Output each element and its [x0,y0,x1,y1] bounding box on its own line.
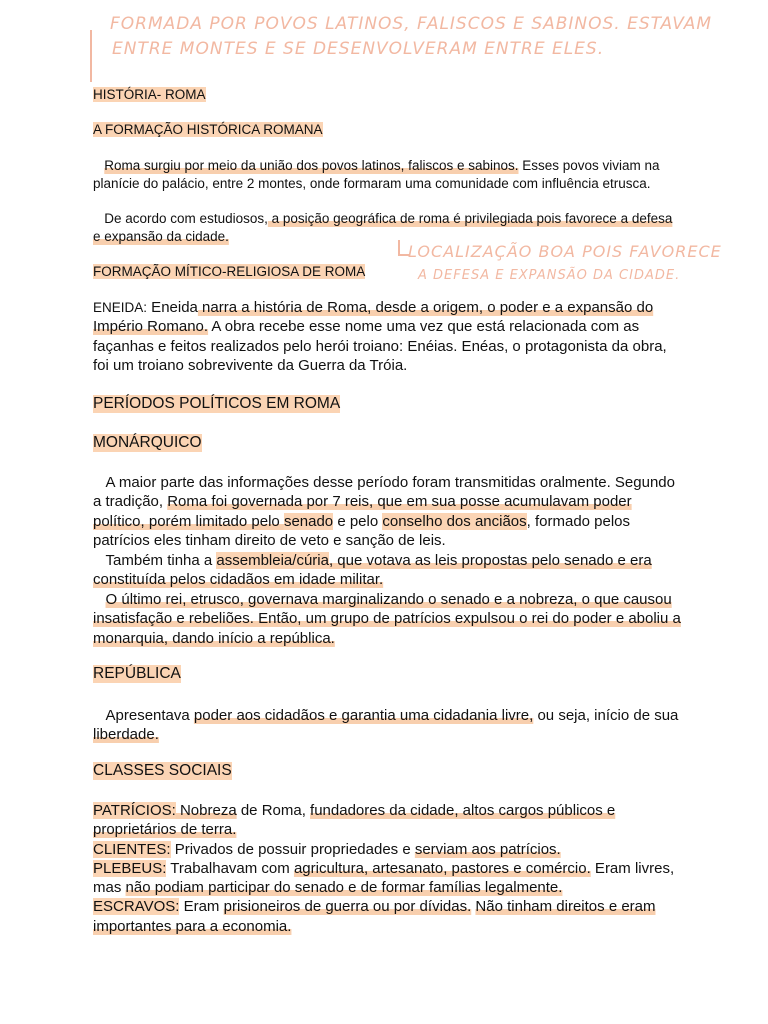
note-line: FORMADA POR POVOS LATINOS, FALISCOS E SABINOS. ESTAVAM [110,14,713,34]
document-title: HISTÓRIA- ROMA [93,87,206,102]
text: Trabalhavam com [166,859,294,877]
highlight-conselho: conselho dos anciãos [382,512,527,530]
class-escravos [93,897,683,936]
highlight: poder aos cidadãos e garantia uma cidadania livre, [193,707,534,724]
heading-republica: REPÚBLICA [93,665,181,682]
paragraph-monarquico-2 [93,551,683,590]
note-line: LOCALIZAÇÃO BOA POIS FAVORECE [408,242,722,261]
note-line: ENTRE MONTES E SE DESENVOLVERAM ENTRE ELES. [112,39,605,59]
text: Apresentava [105,707,194,724]
label-plebeus: PLEBEUS: [93,859,167,877]
class-patricios [93,801,683,840]
highlight: agricultura, artesanato, pastores e comércio. [293,859,591,877]
paragraph-eneida [93,298,683,375]
highlight-assembleia: assembleia/cúria [216,552,329,569]
highlight: , que votava as leis propostas pelo senado e era constituída pelos cidadãos em idade militar. [93,552,652,589]
text: Eneida [147,299,198,316]
heading-formacao-historica: A FORMAÇÃO HISTÓRICA ROMANA [93,122,323,137]
note-line: A DEFESA E EXPANSÃO DA CIDADE. [418,268,681,283]
class-plebeus [93,859,683,898]
classes-list [93,801,683,936]
highlight: liberdade. [93,726,159,744]
highlight: O último rei, etrusco, governava marginalizando o senado e a nobreza, o que causou insatisfação e rebeliões. Então, um grupo de patrícios expulsou o rei do poder e aboliu a monarquia, dando início a república. [93,591,681,647]
handwritten-note-top [92,12,732,62]
highlight: prisioneiros de guerra ou por dívidas. [223,898,472,916]
heading-formacao-mitico: FORMAÇÃO MÍTICO-RELIGIOSA DE ROMA [93,264,366,279]
highlight: fundadores da cidade, altos cargos públicos e proprietários de terra. [93,802,616,839]
label-escravos: ESCRAVOS: [93,898,180,916]
text: de Roma, [236,802,311,819]
highlight: não podiam participar do senado e de formar famílias legalmente. [125,879,563,897]
text: A maior parte das informações desse período foram transmitidas oralmente. Segundo a tradição, [93,474,675,511]
paragraph-formacao-2 [93,210,683,245]
highlight: serviam aos patrícios. [414,840,561,858]
highlight-senado: senado [283,512,334,530]
paragraph-monarquico-3 [93,590,683,648]
paragraph-formacao-1 [93,157,683,192]
heading-classes: CLASSES SOCIAIS [93,762,232,779]
text: Eram [179,898,224,916]
text: e pelo [333,512,383,530]
class-clientes [93,840,683,859]
highlight: a posição geográfica de roma é privilegiada pois favorece a defesa e expansão da cidade. [93,211,673,244]
highlight: Não tinham direitos e eram importantes para a economia. [93,898,656,935]
text: , formado pelos patrícios eles tinham direito de veto e sanção de leis. [93,512,631,549]
text: ou seja, início de sua [533,707,679,724]
text: Também tinha a [105,552,217,569]
heading-monarquico: MONÁRQUICO [93,434,202,451]
text: A obra recebe esse nome uma vez que está relacionada com as façanhas e feitos realizados pelo herói troiano: Enéias. Enéas, o protagonista da obra, foi um troiano sobrevivente da Guerra da Tróia. [93,318,667,374]
label-patricios: PATRÍCIOS: [93,802,176,819]
highlight: narra a história de Roma, desde a origem, o poder e a expansão do Império Romano. [93,299,654,336]
bracket-mark [90,30,98,82]
text: De acordo com estudiosos, [104,211,268,226]
handwritten-note-location [398,240,748,288]
text: Eram livres, mas [93,859,675,897]
highlight: Nobreza [175,802,237,819]
highlight: Roma surgiu por meio da união dos povos latinos, faliscos e sabinos. [104,158,519,173]
paragraph-republica [93,706,683,745]
label-clientes: CLIENTES: [93,840,171,858]
heading-periodos: PERÍODOS POLÍTICOS EM ROMA [93,395,341,412]
paragraph-monarquico-1 [93,473,683,550]
highlight: Roma foi governada por 7 reis, que em sua posse acumulavam poder político, porém limitado pelo [93,493,632,530]
text: Privados de possuir propriedades e [170,840,415,858]
eneida-label: ENEIDA: [93,300,148,315]
text: Esses povos viviam na planície do palácio, entre 2 montes, onde formaram uma comunidade com influência etrusca. [93,158,660,191]
